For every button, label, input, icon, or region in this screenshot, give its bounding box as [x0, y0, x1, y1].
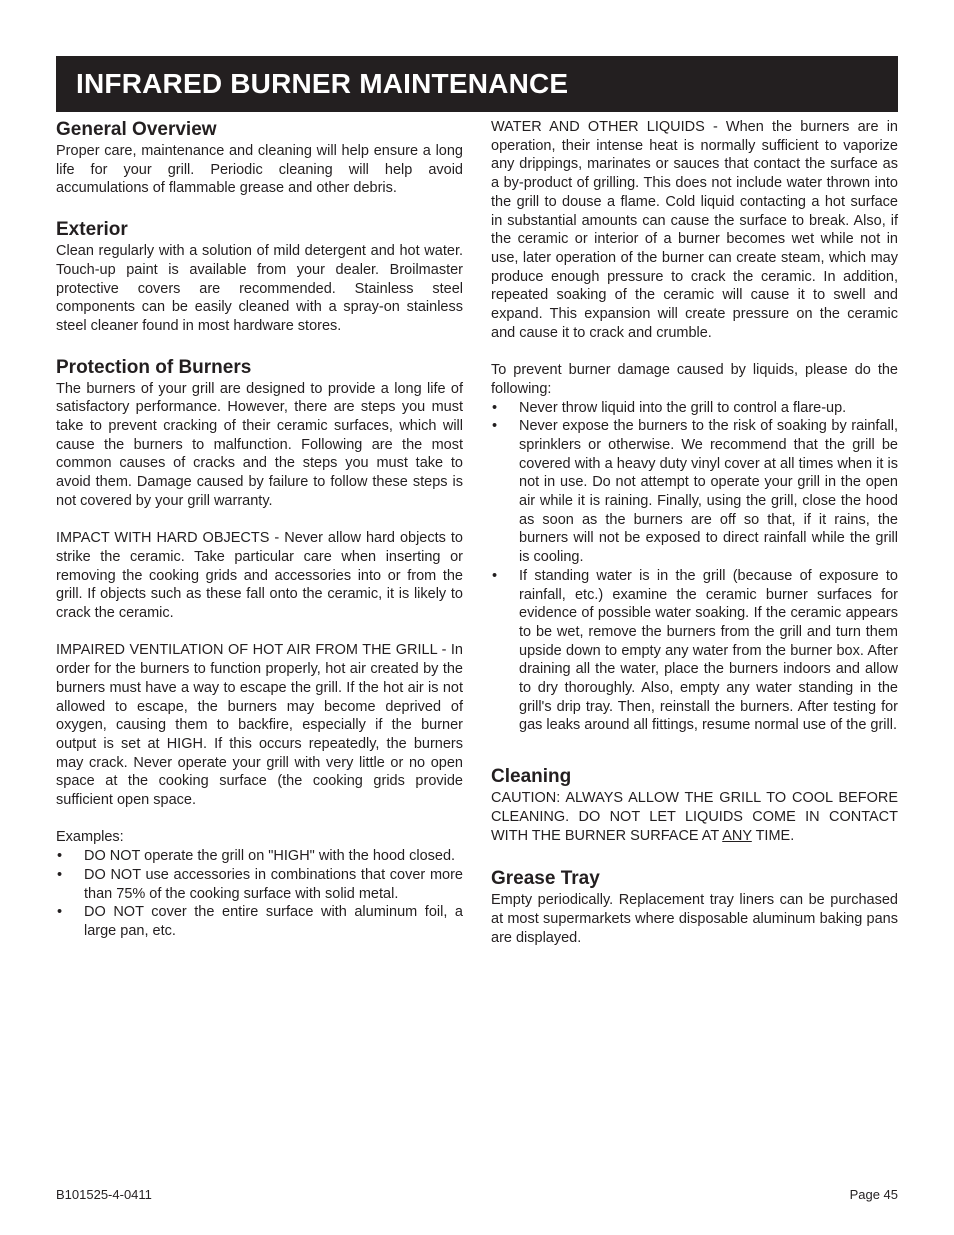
list-item: • DO NOT use accessories in combinations that cover more than 75% of the cooking surface with solid metal.: [56, 866, 463, 903]
grease-tray-heading: Grease Tray: [491, 868, 600, 890]
examples-label: Examples:: [56, 829, 124, 846]
list-item: • DO NOT cover the entire surface with aluminum foil, a large pan, etc.: [56, 903, 463, 940]
page-title: INFRARED BURNER MAINTENANCE: [76, 68, 569, 99]
exterior-heading: Exterior: [56, 219, 128, 241]
cleaning-emphasis: ANY: [722, 827, 752, 844]
list-item: • If standing water is in the grill (because of exposure to rainfall, etc.) examine the ceramic burner surfaces for evidence of possible water soaking. If the ceramic appears to be wet, remove the burners from the grill and turn them upside down to empty any water from the burner box. After draining all the water, place the burners indoors and allow to dry thoroughly. Also, empty any water standing in the grill's drip tray. Then, reinstall the burners. After testing for gas leaks around all fittings, resume normal use of the grill.: [491, 567, 898, 735]
grease-tray-text: Empty periodically. Replacement tray liners can be purchased at most supermarkets where disposable aluminum baking pans are displayed.: [491, 892, 898, 946]
cleaning-heading: Cleaning: [491, 766, 572, 788]
prevent-intro: To prevent burner damage caused by liquids, please do the following:: [491, 362, 898, 397]
protection-heading: Protection of Burners: [56, 356, 252, 378]
ventilation-paragraph: IMPAIRED VENTILATION OF HOT AIR FROM THE GRILL - In order for the burners to function properly, hot air created by the burners must have a way to escape the grill. If the hot air is not allowed to escape, the burners may become deprived of oxygen, causing them to backfire, especially if the burner output is set at HIGH. If this occurs repeatedly, the burners may crack. Never operate your grill with very little or no open space at the cooking surface (the cooking grids provide sufficient open space.: [56, 642, 463, 809]
right-column: [491, 118, 898, 947]
list-item: • Never throw liquid into the grill to control a flare-up.: [491, 399, 898, 418]
prevent-list: [491, 399, 898, 736]
impact-paragraph: IMPACT WITH HARD OBJECTS - Never allow hard objects to strike the ceramic. Take particular care when inserting or removing the cooking grids and accessories into or from the grill. If objects such as these fall onto the ceramic, it is likely to crack the ceramic.: [56, 530, 463, 622]
cleaning-text-part: TIME.: [751, 827, 795, 844]
protection-intro: The burners of your grill are designed to provide a long life of satisfactory performance. However, there are steps you must take to prevent cracking of their ceramic surfaces, which will cause the burners to malfunction. Following are the most common causes of cracks and the steps you must take to avoid them. Damage caused by failure to follow these steps is not covered by your grill warranty.: [56, 380, 463, 509]
general-overview-heading: General Overview: [56, 119, 217, 140]
page-number: Page 45: [849, 1187, 898, 1202]
examples-list: [56, 847, 463, 941]
title-banner: [56, 56, 898, 112]
water-liquids-paragraph: WATER AND OTHER LIQUIDS - When the burners are in operation, their intense heat is normally sufficient to vaporize any drippings, marinates or sauces that contact the surface as a by-product of grilling. This does not include water thrown into the grill to douse a flame. Cold liquid contacting a hot surface in substantial amounts can cause the surface to break. Also, if the ceramic or interior of a burner becomes wet while not in use, later operation of the burner can create steam, which may produce enough pressure to crack the ceramic. In addition, repeated soaking of the ceramic will cause it to swell and expand. This expansion will create pressure on the ceramic and cause it to crack and crumble.: [491, 119, 898, 341]
list-item: • Never expose the burners to the risk of soaking by rainfall, sprinklers or otherwise. We recommend that the grill be covered with a heavy duty vinyl cover at all times when it is not in use. Do not attempt to operate your grill in the open air while it is raining. Finally, using the grill, close the hood as soon as the burners are off so that, if it rains, the burners will not be exposed to direct rainfall while the grill is cooling.: [491, 417, 898, 567]
general-overview-text: Proper care, maintenance and cleaning will help ensure a long life for your grill. Periodic cleaning will help avoid accumulations of flammable grease and other debris.: [56, 143, 463, 197]
cleaning-text-part: CAUTION: ALWAYS ALLOW THE GRILL TO COOL BEFORE CLEANING. DO NOT LET LIQUIDS COME IN CONTACT WITH THE BURNER SURFACE AT: [491, 790, 898, 844]
cleaning-text: [491, 789, 898, 845]
left-column: [56, 118, 463, 941]
document-number: B101525-4-0411: [56, 1187, 152, 1202]
exterior-text: Clean regularly with a solution of mild detergent and hot water. Touch-up paint is available from your dealer. Broilmaster protective covers are recommended. Stainless steel components can be easily cleaned with a spray-on stainless steel cleaner found in most hardware stores.: [56, 243, 463, 334]
list-item: • DO NOT operate the grill on "HIGH" with the hood closed.: [56, 847, 463, 866]
